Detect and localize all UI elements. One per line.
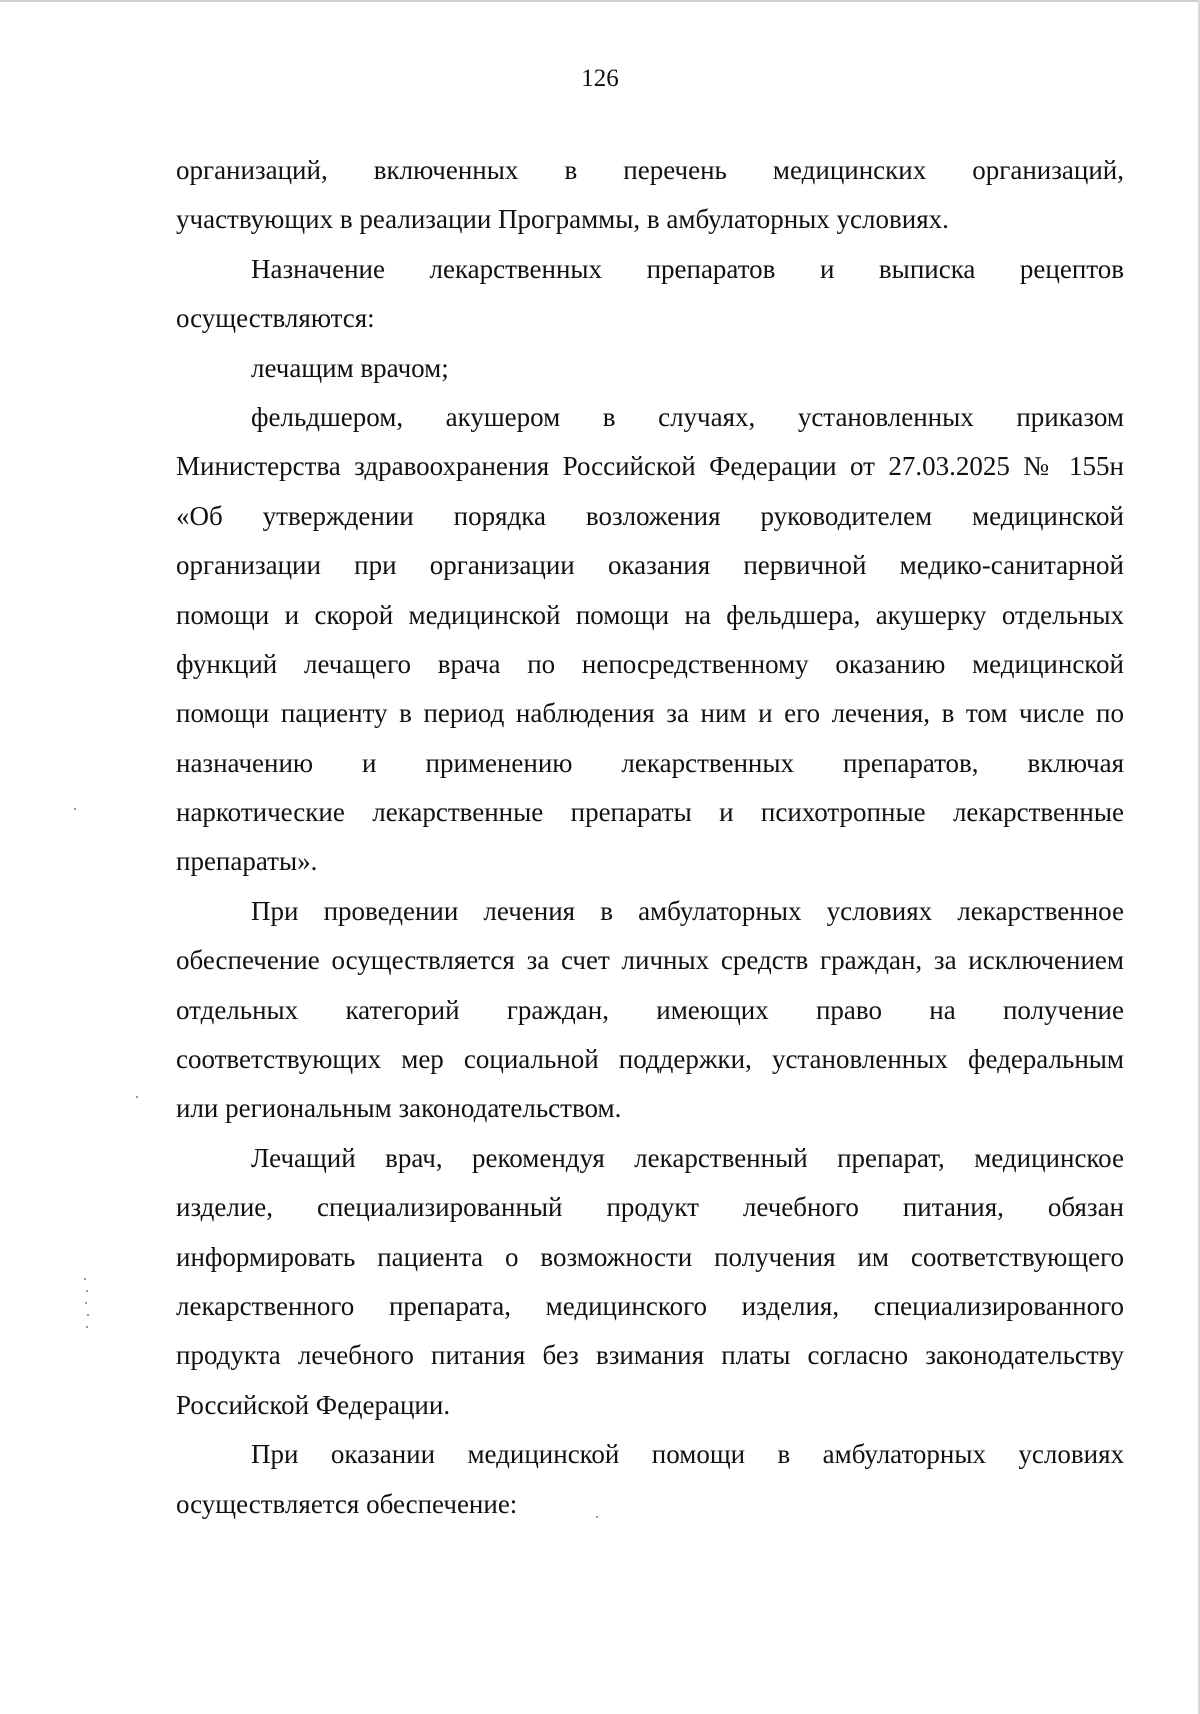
scan-speck: [74, 808, 76, 810]
paragraph-first-line: лечащим врачом;: [251, 352, 449, 383]
paragraph-first-line: Лечащий врач, рекомендуя лекарственный препарат, медицинское: [251, 1142, 1124, 1173]
text-line: изделие, специализированный продукт лечебного питания, обязан: [176, 1192, 1124, 1223]
text-line: функций лечащего врача по непосредственному оказанию медицинской: [176, 648, 1124, 679]
text-line: организации при организации оказания первичной медико-санитарной: [176, 550, 1124, 581]
text-line: лекарственного препарата, медицинского изделия, специализированного: [176, 1290, 1124, 1321]
scan-speck: [85, 1302, 87, 1304]
document-body: [176, 150, 1124, 1533]
text-line: помощи пациенту в период наблюдения за ним и его лечения, в том числе по: [176, 698, 1124, 729]
scan-speck: [86, 1290, 88, 1292]
text-line: «Об утверждении порядка возложения руководителем медицинской: [176, 500, 1124, 531]
text-line: назначению и применению лекарственных препаратов, включая: [176, 747, 1124, 778]
scan-speck: [84, 1278, 86, 1280]
paragraph-first-line: фельдшером, акушером в случаях, установленных приказом: [251, 401, 1124, 432]
scan-edge-top: [0, 0, 1200, 2]
text-line: или региональным законодательством.: [176, 1093, 622, 1124]
text-line: препараты».: [176, 846, 318, 877]
text-line: Российской Федерации.: [176, 1389, 451, 1420]
text-line: осуществляется обеспечение:: [176, 1488, 518, 1519]
text-line: отдельных категорий граждан, имеющих право на получение: [176, 994, 1124, 1025]
text-line: информировать пациента о возможности получения им соответствующего: [176, 1241, 1124, 1272]
text-line: обеспечение осуществляется за счет личных средств граждан, за исключением: [176, 945, 1124, 976]
text-line: организаций, включенных в перечень медицинских организаций,: [176, 155, 1124, 185]
text-line: продукта лечебного питания без взимания платы согласно законодательству: [176, 1340, 1124, 1371]
scan-speck: [596, 1516, 598, 1518]
paragraph-first-line: При оказании медицинской помощи в амбулаторных условиях: [251, 1439, 1124, 1470]
scan-speck: [87, 1314, 89, 1316]
text-line: соответствующих мер социальной поддержки, установленных федеральным: [176, 1044, 1124, 1075]
text-line: участвующих в реализации Программы, в амбулаторных условиях.: [176, 204, 949, 235]
scan-speck: [86, 1326, 88, 1328]
text-line: помощи и скорой медицинской помощи на фельдшера, акушерку отдельных: [176, 599, 1124, 630]
paragraph-first-line: Назначение лекарственных препаратов и выписка рецептов: [251, 253, 1124, 284]
page-number: 126: [581, 65, 619, 92]
scan-speck: [136, 1096, 138, 1098]
text-line: наркотические лекарственные препараты и психотропные лекарственные: [176, 797, 1124, 828]
paragraph-first-line: При проведении лечения в амбулаторных условиях лекарственное: [251, 895, 1124, 926]
text-line: Министерства здравоохранения Российской Федерации от 27.03.2025 № 155н: [176, 451, 1124, 482]
text-line: осуществляются:: [176, 303, 375, 334]
